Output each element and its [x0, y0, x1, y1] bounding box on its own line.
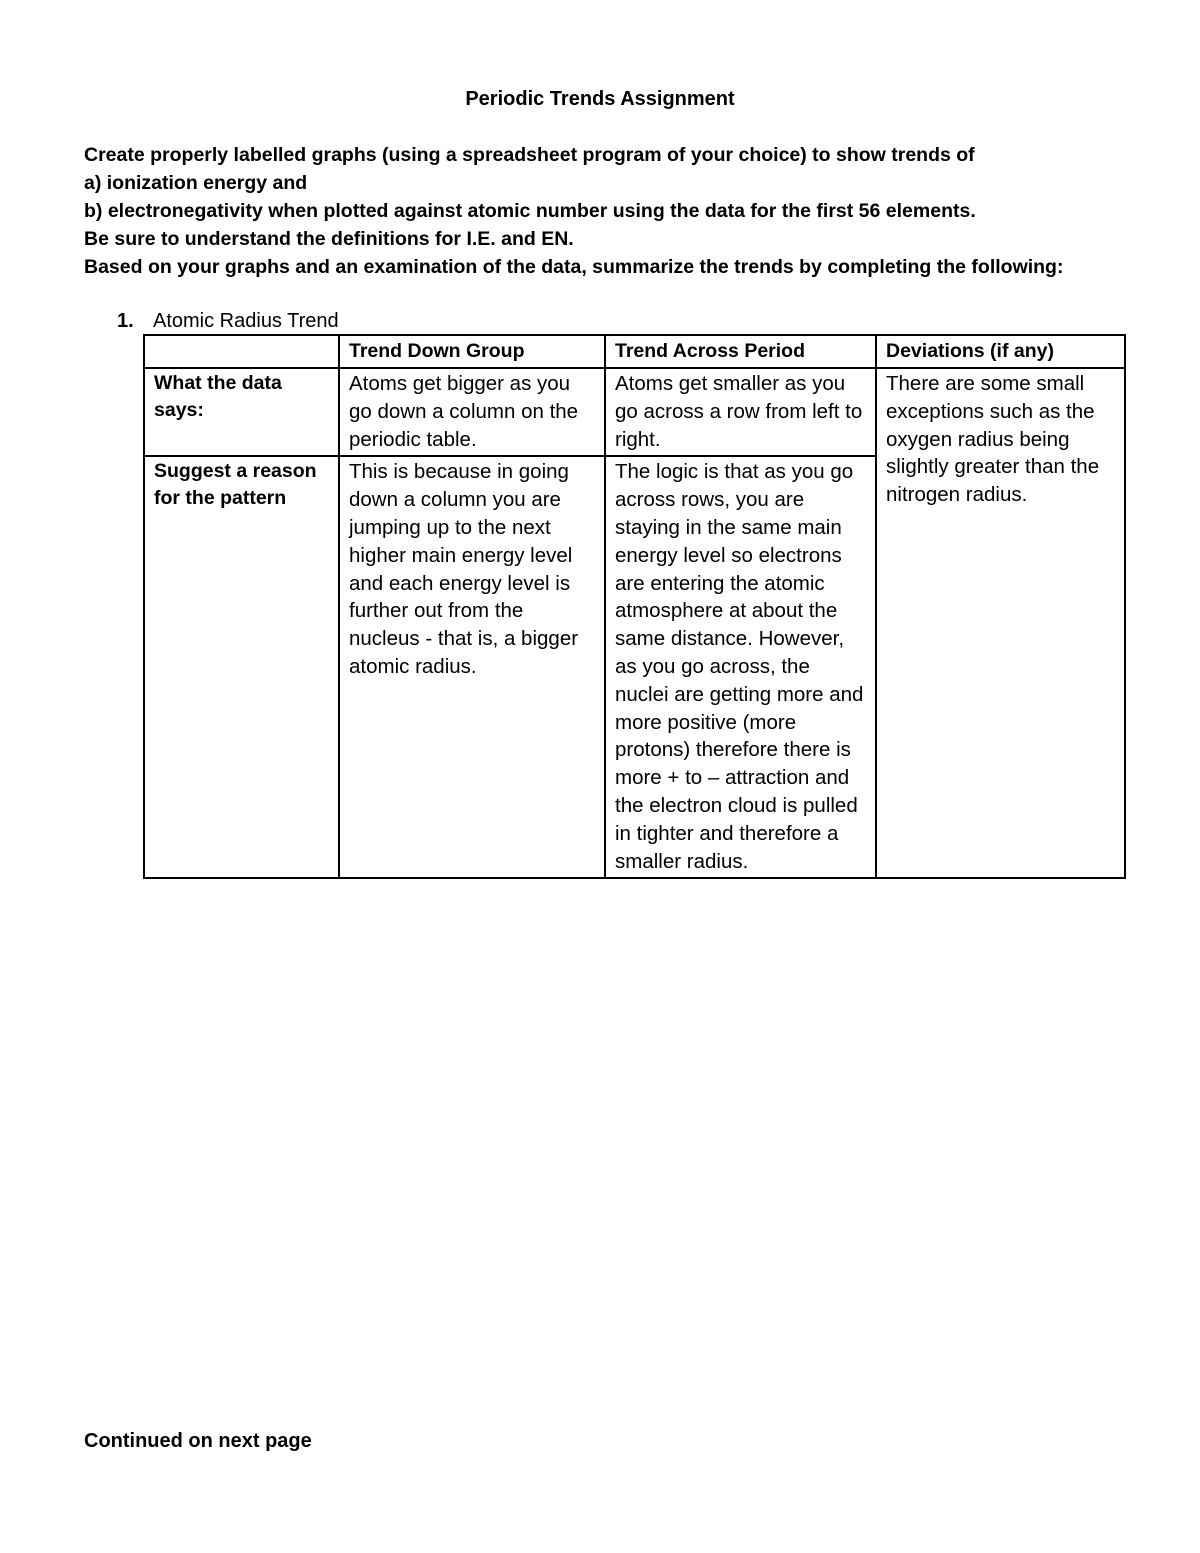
cell-deviations: There are some small exceptions such as the oxygen radius being slightly greater than the nitrogen radius. [876, 368, 1125, 878]
row-label-suggest-reason: Suggest a reason for the pattern [144, 456, 339, 878]
instruction-line: Based on your graphs and an examination of the data, summarize the trends by completing the following: [84, 256, 1064, 278]
header-deviations: Deviations (if any) [876, 335, 1125, 368]
cell-across-period-data: Atoms get smaller as you go across a row from left to right. [605, 368, 876, 456]
continued-note: Continued on next page [84, 1430, 312, 1452]
header-trend-down-group: Trend Down Group [339, 335, 605, 368]
cell-down-group-data: Atoms get bigger as you go down a column on the periodic table. [339, 368, 605, 456]
cell-down-group-reason: This is because in going down a column you are jumping up to the next higher main energy level and each energy level is further out from the nucleus - that is, a bigger atomic radius. [339, 456, 605, 878]
header-trend-across-period: Trend Across Period [605, 335, 876, 368]
table-row [144, 368, 1125, 456]
row-label-what-data-says: What the data says: [144, 368, 339, 456]
instruction-line: Be sure to understand the definitions for I.E. and EN. [84, 228, 574, 250]
section-heading [117, 308, 339, 334]
instruction-line: Create properly labelled graphs (using a spreadsheet program of your choice) to show trends of [84, 144, 975, 166]
section-number: 1. [117, 310, 134, 332]
instructions [84, 141, 1144, 281]
instruction-line: a) ionization energy and [84, 172, 308, 194]
table-header-row [144, 335, 1125, 368]
page-title: Periodic Trends Assignment [465, 88, 735, 110]
header-empty [144, 335, 339, 368]
cell-across-period-reason: The logic is that as you go across rows, you are staying in the same main energy level so electrons are entering the atomic atmosphere at about the same distance. However, as you go across, the nuclei are getting more and more positive (more protons) therefore there is more + to – attraction and the electron cloud is pulled in tighter and therefore a smaller radius. [605, 456, 876, 878]
instruction-line: b) electronegativity when plotted against atomic number using the data for the first 56 elements. [84, 200, 976, 222]
section-title: Atomic Radius Trend [153, 310, 339, 332]
atomic-radius-table [143, 334, 1126, 879]
